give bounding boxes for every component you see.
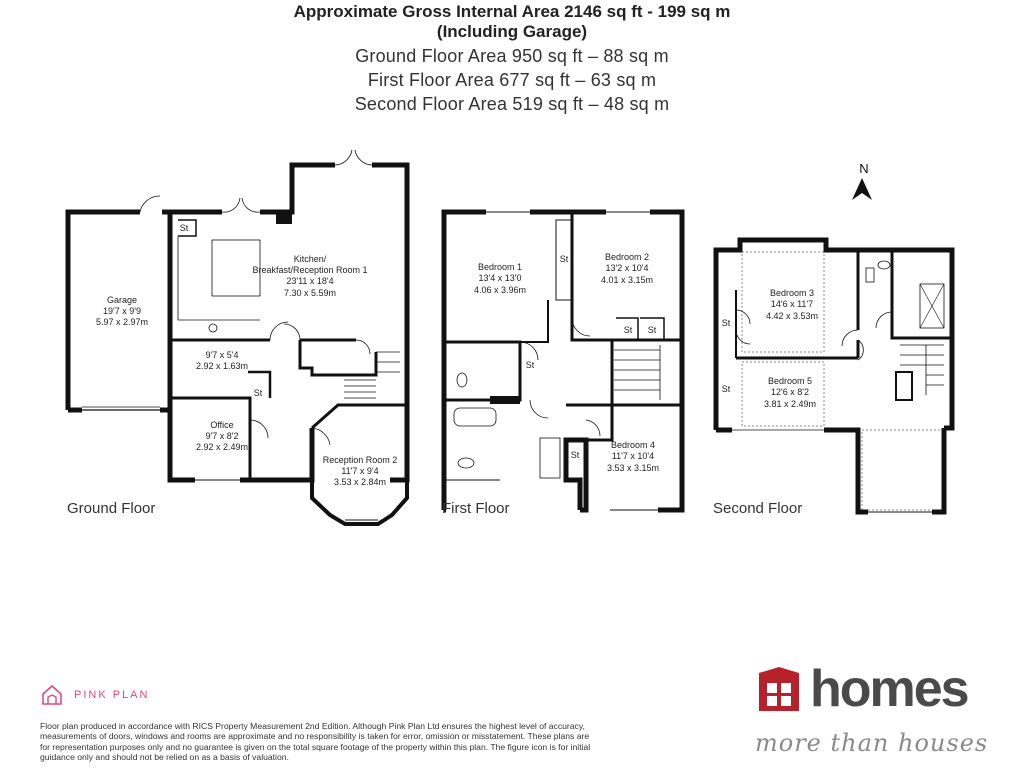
bedroom2-name: Bedroom 2 xyxy=(604,252,650,262)
garage-name: Garage xyxy=(106,295,138,305)
bedroom1-metric: 4.06 x 3.96m xyxy=(473,285,527,295)
second-floor-plan xyxy=(716,240,952,512)
second-floor-area: Second Floor Area 519 sq ft – 48 sq m xyxy=(354,94,670,114)
bedroom5-name: Bedroom 5 xyxy=(767,376,813,386)
bedroom3-metric: 4.42 x 3.53m xyxy=(765,311,819,321)
utility-imperial: 9'7 x 5'4 xyxy=(205,350,239,360)
second-floor-label: Second Floor xyxy=(713,500,803,517)
office-imperial: 9'7 x 8'2 xyxy=(205,431,239,441)
pink-plan-wordmark: PINK PLAN xyxy=(74,689,150,701)
garage-imperial: 19'7 x 9'9 xyxy=(103,306,141,316)
ground-floor-label: Ground Floor xyxy=(67,500,156,517)
homes-house-icon xyxy=(755,667,803,715)
kitchen-imperial: 23'11 x 18'4 xyxy=(286,276,334,286)
garage-metric: 5.97 x 2.97m xyxy=(95,317,149,327)
bedroom4-name: Bedroom 4 xyxy=(610,440,656,450)
bedroom2-imperial: 13'2 x 10'4 xyxy=(605,263,649,273)
homes-tagline: more than houses xyxy=(755,729,989,757)
kitchen-name-2: Breakfast/Reception Room 1 xyxy=(252,265,368,275)
first-floor-area: First Floor Area 677 sq ft – 63 sq m xyxy=(367,70,657,90)
bedroom1-imperial: 13'4 x 13'0 xyxy=(478,273,522,283)
kitchen-metric: 7.30 x 5.59m xyxy=(283,288,337,298)
storage-label: St xyxy=(623,325,633,335)
ground-floor-labels xyxy=(96,223,397,487)
bedroom5-metric: 3.81 x 2.49m xyxy=(763,399,817,409)
title-line-2: (Including Garage) xyxy=(436,22,588,41)
bedroom4-imperial: 11'7 x 10'4 xyxy=(611,451,655,461)
reception2-name: Reception Room 2 xyxy=(322,455,398,465)
bedroom3-name: Bedroom 3 xyxy=(769,288,815,298)
office-name: Office xyxy=(210,420,234,430)
north-arrow-icon xyxy=(852,161,872,200)
storage-label: St xyxy=(647,325,657,335)
bedroom1-name: Bedroom 1 xyxy=(477,262,523,272)
bedroom5-imperial: 12'6 x 8'2 xyxy=(771,387,809,397)
kitchen-name-1: Kitchen/ xyxy=(293,254,327,264)
storage-label: St xyxy=(179,223,189,233)
storage-label: St xyxy=(721,384,731,394)
storage-label: St xyxy=(721,318,731,328)
bedroom3-imperial: 14'6 x 11'7 xyxy=(770,299,814,309)
ground-floor-area: Ground Floor Area 950 sq ft – 88 sq m xyxy=(355,46,669,66)
bedroom2-metric: 4.01 x 3.15m xyxy=(600,275,654,285)
bedroom4-metric: 3.53 x 3.15m xyxy=(606,463,660,473)
pink-plan-brand xyxy=(40,683,149,707)
first-floor-label: First Floor xyxy=(442,500,510,517)
title-line-1: Approximate Gross Internal Area 2146 sq ft - 199 sq m xyxy=(293,2,731,21)
reception2-metric: 3.53 x 2.84m xyxy=(333,477,387,487)
office-metric: 2.92 x 2.49m xyxy=(195,442,249,452)
homes-wordmark: homes xyxy=(810,660,968,718)
storage-label: St xyxy=(570,450,580,460)
north-label: N xyxy=(859,161,869,176)
disclaimer-text: Floor plan produced in accordance with RICS Property Measurement 2nd Edition. Although Pink Plan Ltd ensures the highest level of accuracy, measurements of doors, windows and rooms are approximate and no responsibility is taken for error, omission or misstatement. These plans are for representation purposes only and no guarantee is given on the total square footage of the property within this plan. The figure icon is for initial guidance only and should not be relied on as a basis of valuation. xyxy=(40,721,591,763)
pink-plan-house-icon xyxy=(40,683,64,707)
storage-label: St xyxy=(525,360,535,370)
storage-label: St xyxy=(559,254,569,264)
utility-metric: 2.92 x 1.63m xyxy=(195,361,249,371)
storage-label: St xyxy=(253,388,263,398)
reception2-imperial: 11'7 x 9'4 xyxy=(341,466,379,476)
